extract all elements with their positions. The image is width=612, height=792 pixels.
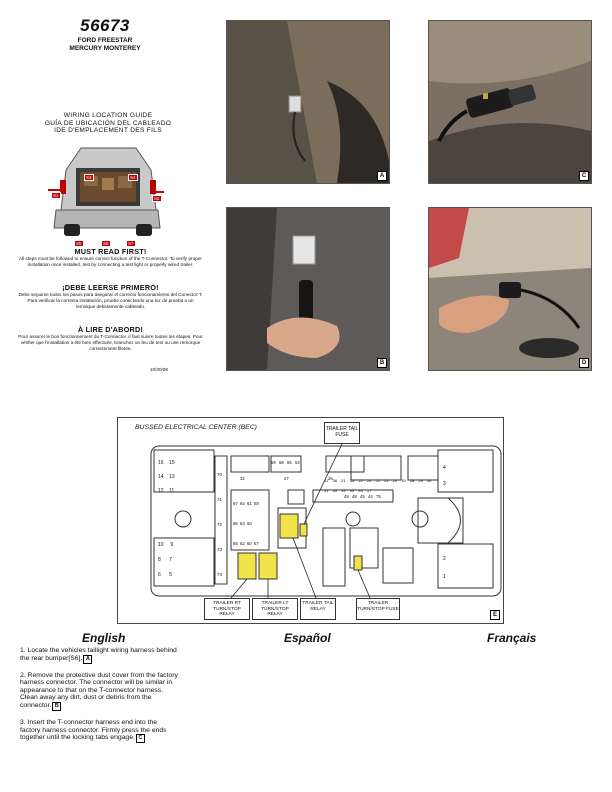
bec-top-row: 59 58 55 54 xyxy=(271,460,300,465)
callout-tail-relay: TRAILER TAIL RELAY xyxy=(300,598,336,620)
bec-misc-labels: 41 38 21 34 25 24 22 23 20 19 28 29 30 31 33 39 40 43 17 xyxy=(324,478,432,493)
heading-espanol: Español xyxy=(284,631,331,645)
callout-turn-stop-fuse: TRAILER TURN/STOP FUSE xyxy=(356,598,400,620)
callout-trailer-tail-fuse: TRAILER TAIL FUSE xyxy=(324,422,360,444)
car-label-s2: S2 xyxy=(154,196,160,201)
bec-left-lower-fuses: 10 9 8 7 6 5 xyxy=(158,542,174,578)
photo-d xyxy=(428,207,592,371)
bec-col-70: 70 71 72 73 74 xyxy=(217,472,223,577)
heading-english: English xyxy=(82,631,126,645)
guide-title-es: GUÍA DE UBICACIÓN DEL CABLEADO xyxy=(44,119,172,127)
car-label-s1: S1 xyxy=(53,193,59,198)
photo-b-label: B xyxy=(377,358,387,368)
bec-diagram xyxy=(117,417,504,624)
photo-a-label: A xyxy=(377,171,387,181)
heading-francais: Français xyxy=(487,631,537,645)
step-1: 1. Locate the vehicles taillight wiring harness behind the rear bumper[S6]. A xyxy=(20,647,177,662)
callout-rt-turn-stop-relay: TRAILER RT TURN/STOP RELAY xyxy=(204,598,250,620)
notice-french xyxy=(18,325,203,353)
car-label-s4: S4 xyxy=(130,175,136,180)
vehicle-names xyxy=(40,37,170,53)
bec-mid-rows: 67 64 61 58 66 63 60 65 62 60 57 xyxy=(233,501,259,546)
vehicle-line-2: MERCURY MONTEREY xyxy=(69,45,141,52)
photo-c xyxy=(428,20,592,184)
car-label-s6: S6 xyxy=(103,241,109,246)
step-3-photo-ref: C xyxy=(136,734,145,743)
photo-a xyxy=(226,20,390,184)
wiring-guide-title xyxy=(38,112,178,135)
bec-right-fuses: 4 3 xyxy=(443,465,446,487)
photo-c-label: C xyxy=(579,171,589,181)
notice-heading-es: ¡DEBE LEERSE PRIMERO! xyxy=(62,283,159,292)
callout-lt-turn-stop-relay: TRAILER LT TURN/STOP RELAY xyxy=(252,598,298,620)
step-2: 2. Remove the protective dust cover from the factory harness connector. The connector will be similar in appearance to that on the T-connector harness. Clean away any dirt, dust or debris from the connector. B xyxy=(20,671,178,709)
notice-heading-en: MUST READ FIRST! xyxy=(74,247,147,256)
bec-left-fuses: 16 15 14 13 12 11 xyxy=(158,460,175,494)
bec-right-lower-fuses: 2 1 xyxy=(443,556,446,580)
bec-right-top-row: 49 48 45 44 75 xyxy=(344,494,381,499)
step-2-photo-ref: B xyxy=(52,702,61,711)
part-number: 56673 xyxy=(80,16,130,35)
guide-title-en: WIRING LOCATION GUIDE xyxy=(63,112,153,119)
notice-body-es: Debe seguirse todos los pasos para asegurar el correcto funcionamiento del Conector-T. Para verificar la correcta instalación, pruebe conectando una luz de prueba o un remolque debidamente cableado. xyxy=(18,292,203,310)
english-steps xyxy=(20,647,178,751)
notice-heading-fr: À LIRE D'ABORD! xyxy=(77,325,144,334)
car-label-s5: S5 xyxy=(76,241,82,246)
guide-title-fr: IDE D'EMPLACEMENT DES FILS xyxy=(54,127,162,135)
car-label-s3: S3 xyxy=(86,175,92,180)
notice-spanish xyxy=(18,283,203,311)
step-1-photo-ref: A xyxy=(83,655,92,664)
step-3: 3. Insert the T-connector harness end into the factory harness connector. Firmly press the ends together until the locking tabs engage. C xyxy=(20,718,167,742)
car-rear-illustration xyxy=(46,140,166,246)
revision-date: 10/30/08 xyxy=(150,367,168,372)
notice-body-en: All steps must be followed to ensure correct function of the T-Connector. To verify proper installation once installed, test by connecting a test light or properly wired trailer. xyxy=(19,256,202,268)
bec-title: BUSSED ELECTRICAL CENTER (BEC) xyxy=(135,424,257,431)
vehicle-line-1: FORD FREESTAR xyxy=(77,37,133,44)
bec-label-e: E xyxy=(490,610,500,620)
photo-b xyxy=(226,207,390,371)
notice-body-fr: Pour assurer le bon fonctionnement du T-Connector, il faut suivre toutes les étapes. Pour vérifier que l'installation a été bien effectuée, branchez un feu de test ou une remorque correctement filetée. xyxy=(18,334,203,352)
photo-d-label: D xyxy=(579,358,589,368)
bec-top-mid: 32 27 26 xyxy=(240,476,333,481)
car-label-s7: S7 xyxy=(128,241,134,246)
notice-english xyxy=(18,247,203,268)
